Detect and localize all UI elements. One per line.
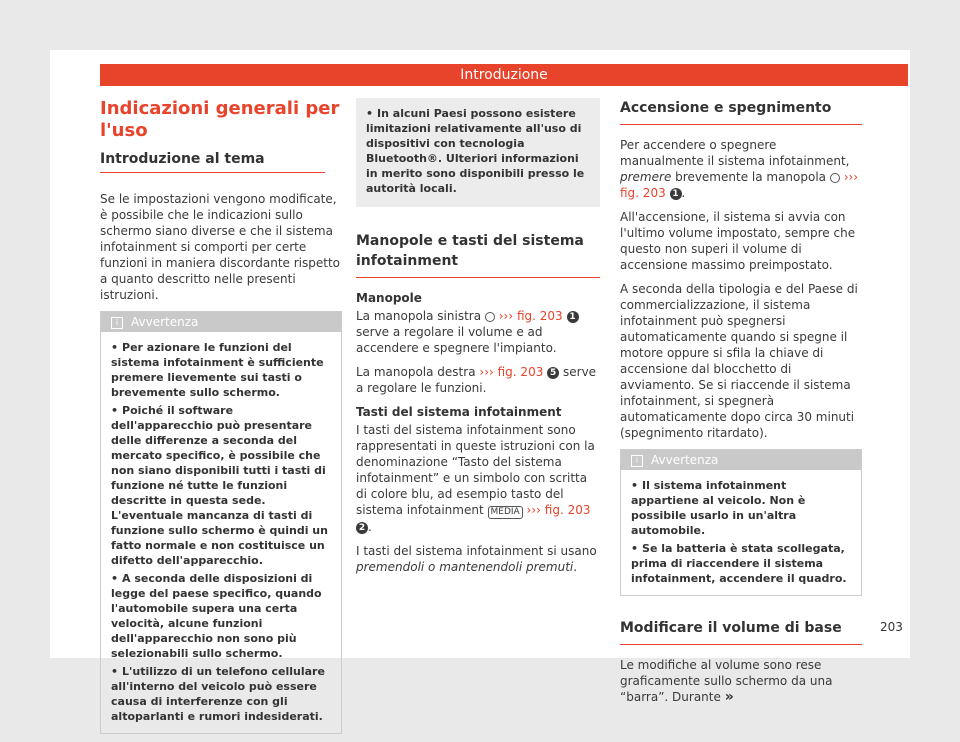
callout-number: 2 xyxy=(356,522,368,534)
topic-subtitle: Introduzione al tema xyxy=(100,150,325,173)
section-title-power: Accensione e spegnimento xyxy=(620,98,862,125)
manual-page xyxy=(50,50,910,723)
figure-link[interactable]: ››› fig. 203 xyxy=(498,309,563,323)
middle-column xyxy=(356,98,600,583)
knob-right-paragraph: La manopola destra ››› fig. 203 5 serve a regolare le funzioni. xyxy=(356,365,597,395)
figure-link[interactable]: ››› fig. 203 xyxy=(620,170,859,200)
knob-icon xyxy=(830,173,840,183)
callout-number: 5 xyxy=(547,367,559,379)
section-title-volume: Modificare il volume di base xyxy=(620,618,862,645)
page-title: Indicazioni generali per l'uso xyxy=(100,98,340,141)
power-paragraph: Per accendere o spegnere manualmente il sistema infotainment, premere brevemente la manopola ››› fig. 203 1 . xyxy=(620,138,859,200)
warning-item: • A seconda delle disposizioni di legge del paese specifico, quando l'automobile supera una certa velocità, alcune funzioni dell'apparecchio non sono più selezionabili sullo schermo. xyxy=(111,571,333,661)
info-icon: i xyxy=(631,455,643,467)
knobs-heading: Manopole xyxy=(356,291,422,305)
section-header: Introduzione xyxy=(100,64,908,86)
warning-item: • Il sistema infotainment appartiene al veicolo. Non è possibile usarlo in un'altra automobile. xyxy=(631,478,853,538)
note-box xyxy=(356,98,600,207)
warning-item: • Poiché il software dell'apparecchio può presentare delle differenze a seconda del mercato specifico, è possibile che non siano disponibili tutti i tasti di funzione né tutte le funzioni descritte in questa sede. L'eventuale mancanza di tasti di funzione sullo schermo è quindi un fatto normale e non costituisce un difetto dell'apparecchio. xyxy=(111,403,333,568)
warning-label: Avvertenza xyxy=(131,315,199,329)
figure-link[interactable]: ››› fig. 203 xyxy=(526,503,591,517)
volume-paragraph: Le modifiche al volume sono rese graficamente sullo schermo da una “barra”. Durante » xyxy=(620,658,833,705)
warning-label: Avvertenza xyxy=(651,453,719,467)
startup-paragraph: All'accensione, il sistema si avvia con l'ultimo volume impostato, sempre che questo non superi il volume di accensione massimo preimpostato. xyxy=(620,210,856,272)
left-column xyxy=(100,98,342,742)
right-column xyxy=(620,98,862,713)
figure-link[interactable]: ››› fig. 203 xyxy=(479,365,544,379)
warning-box xyxy=(100,311,342,734)
callout-number: 1 xyxy=(567,311,579,323)
page-number: 203 xyxy=(880,620,903,634)
knob-icon xyxy=(485,312,495,322)
warning-box xyxy=(620,449,862,596)
keys-usage-paragraph: I tasti del sistema infotainment si usano premendoli o mantenendoli premuti. xyxy=(356,544,597,574)
warning-item: • L'utilizzo di un telefono cellulare all'interno del veicolo può essere causa di interferenze con gli altoparlanti e rumori indesiderati. xyxy=(111,664,333,724)
continue-icon: » xyxy=(724,689,734,705)
warning-item: • Se la batteria è stata scollegata, prima di riaccendere il sistema infotainment, accendere il quadro. xyxy=(631,541,853,586)
intro-paragraph: Se le impostazioni vengono modificate, è possibile che le indicazioni sullo schermo siano diverse e che il sistema infotainment si comporti per certe funzioni in maniera discordante rispetto a quanto descritto nelle presenti istruzioni. xyxy=(100,192,340,302)
info-icon: i xyxy=(111,317,123,329)
section-title-knobs-keys: Manopole e tasti del sistema infotainment xyxy=(356,231,600,278)
knob-left-paragraph: La manopola sinistra ››› fig. 203 1 serve a regolare il volume e ad accendere e spegnere l'impianto. xyxy=(356,308,600,356)
callout-number: 1 xyxy=(670,188,682,200)
auto-off-paragraph: A seconda della tipologia e del Paese di commercializzazione, il sistema infotainment può spegnersi automaticamente quando si spegne il motore oppure si sfila la chiave di accensione dal blocchetto di avviamento. Se si riaccende il sistema infotainment, si spegnerà automaticamente dopo circa 30 minuti (spegnimento ritardato). xyxy=(620,282,858,440)
keys-paragraph: I tasti del sistema infotainment sono rappresentati in queste istruzioni con la denominazione “Tasto del sistema infotainment” e un simbolo con scritta di colore blu, ad esempio tasto del sistema infotainment MEDIA ››› fig. 203 2 . xyxy=(356,423,595,534)
keys-heading: Tasti del sistema infotainment xyxy=(356,405,562,419)
note-item: • In alcuni Paesi possono esistere limitazioni relativamente all'uso di dispositivi con tecnologia Bluetooth®. Ulteriori informazioni in merito sono disponibili presso le autorità locali. xyxy=(366,106,592,196)
warning-item: • Per azionare le funzioni del sistema infotainment è sufficiente premere lievemente sui tasti o brevemente sullo schermo. xyxy=(111,340,333,400)
media-key-icon: MEDIA xyxy=(488,506,523,519)
